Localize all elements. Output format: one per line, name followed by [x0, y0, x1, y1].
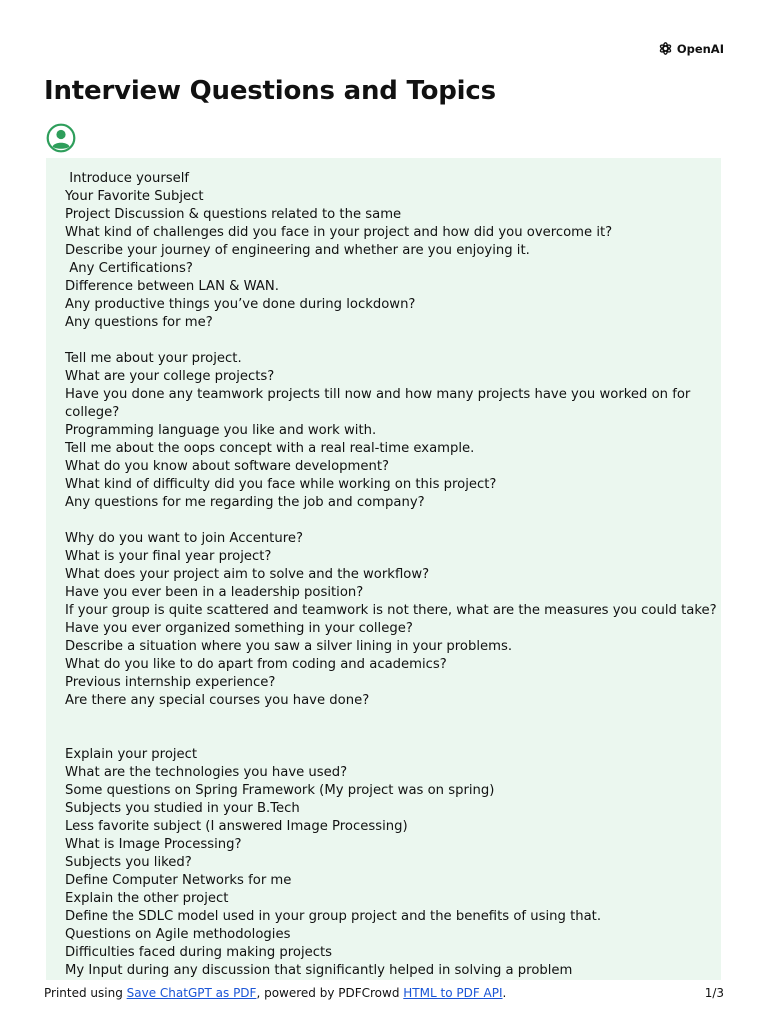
- question-line: Your Favorite Subject: [65, 189, 204, 204]
- openai-logo: [657, 40, 724, 57]
- save-chatgpt-pdf-link[interactable]: Save ChatGPT as PDF: [126, 986, 257, 1000]
- openai-knot-icon: [657, 40, 674, 57]
- question-line: What kind of difficulty did you face while working on this project?: [65, 477, 497, 492]
- user-avatar-icon: [46, 123, 76, 153]
- question-line: [65, 332, 709, 350]
- question-line: My Input during any discussion that significantly helped in solving a problem: [65, 963, 573, 978]
- question-line: Programming language you like and work with.: [65, 423, 377, 438]
- question-line: Project Discussion & questions related to the same: [65, 207, 402, 222]
- html-to-pdf-api-link[interactable]: HTML to PDF API: [403, 986, 503, 1000]
- question-line: Questions on Agile methodologies: [65, 927, 291, 942]
- question-line: [65, 728, 709, 746]
- question-line: What are your college projects?: [65, 369, 275, 384]
- footer-suffix: .: [502, 986, 507, 1000]
- question-line: What is your final year project?: [65, 549, 272, 564]
- message-bubble: [46, 158, 721, 980]
- question-line: What is Image Processing?: [65, 837, 242, 852]
- openai-logo-text: OpenAI: [676, 41, 724, 56]
- question-line: What do you like to do apart from coding and academics?: [65, 657, 447, 672]
- question-line: Tell me about the oops concept with a real real-time example.: [65, 441, 475, 456]
- question-line: Describe your journey of engineering and whether are you enjoying it.: [65, 243, 530, 258]
- print-footer: [44, 986, 724, 1000]
- question-line: Have you done any teamwork projects till now and how many projects have you worked on for: [65, 387, 691, 402]
- question-line: Define the SDLC model used in your group project and the benefits of using that.: [65, 909, 602, 924]
- question-line: Some questions on Spring Framework (My project was on spring): [65, 783, 495, 798]
- question-line: Subjects you studied in your B.Tech: [65, 801, 300, 816]
- question-line: Are there any special courses you have done?: [65, 693, 370, 708]
- question-line: What are the technologies you have used?: [65, 765, 348, 780]
- question-line: If your group is quite scattered and teamwork is not there, what are the measures you could take?: [65, 603, 717, 618]
- question-line: Difficulties faced during making projects: [65, 945, 333, 960]
- question-line: Less favorite subject (I answered Image Processing): [65, 819, 408, 834]
- question-line: Define Computer Networks for me: [65, 873, 292, 888]
- question-line: What does your project aim to solve and the workflow?: [65, 567, 430, 582]
- question-line: college?: [65, 405, 120, 420]
- question-line: [65, 710, 709, 728]
- question-line: Have you ever organized something in your college?: [65, 621, 413, 636]
- question-line: Describe a situation where you saw a silver lining in your problems.: [65, 639, 513, 654]
- question-line: Any questions for me?: [65, 315, 213, 330]
- page-number: 1/3: [704, 986, 724, 1000]
- question-line: What do you know about software development?: [65, 459, 389, 474]
- footer-prefix: Printed using: [44, 986, 127, 1000]
- question-line: Any Certifications?: [65, 261, 193, 276]
- question-line: Explain your project: [65, 747, 198, 762]
- question-line: Tell me about your project.: [65, 351, 242, 366]
- question-line: Any questions for me regarding the job and company?: [65, 495, 425, 510]
- question-line: Subjects you liked?: [65, 855, 192, 870]
- footer-credit: [44, 986, 506, 1000]
- question-line: Difference between LAN & WAN.: [65, 279, 279, 294]
- question-line: What kind of challenges did you face in your project and how did you overcome it?: [65, 225, 613, 240]
- question-line: Why do you want to join Accenture?: [65, 531, 303, 546]
- question-line: Any productive things you’ve done during lockdown?: [65, 297, 416, 312]
- page-title: Interview Questions and Topics: [44, 76, 496, 106]
- question-line: Previous internship experience?: [65, 675, 276, 690]
- question-list: [65, 170, 717, 980]
- question-line: Explain the other project: [65, 891, 229, 906]
- question-line: Introduce yourself: [65, 171, 190, 186]
- question-line: [65, 512, 709, 530]
- footer-middle: , powered by PDFCrowd: [256, 986, 404, 1000]
- question-line: Have you ever been in a leadership position?: [65, 585, 364, 600]
